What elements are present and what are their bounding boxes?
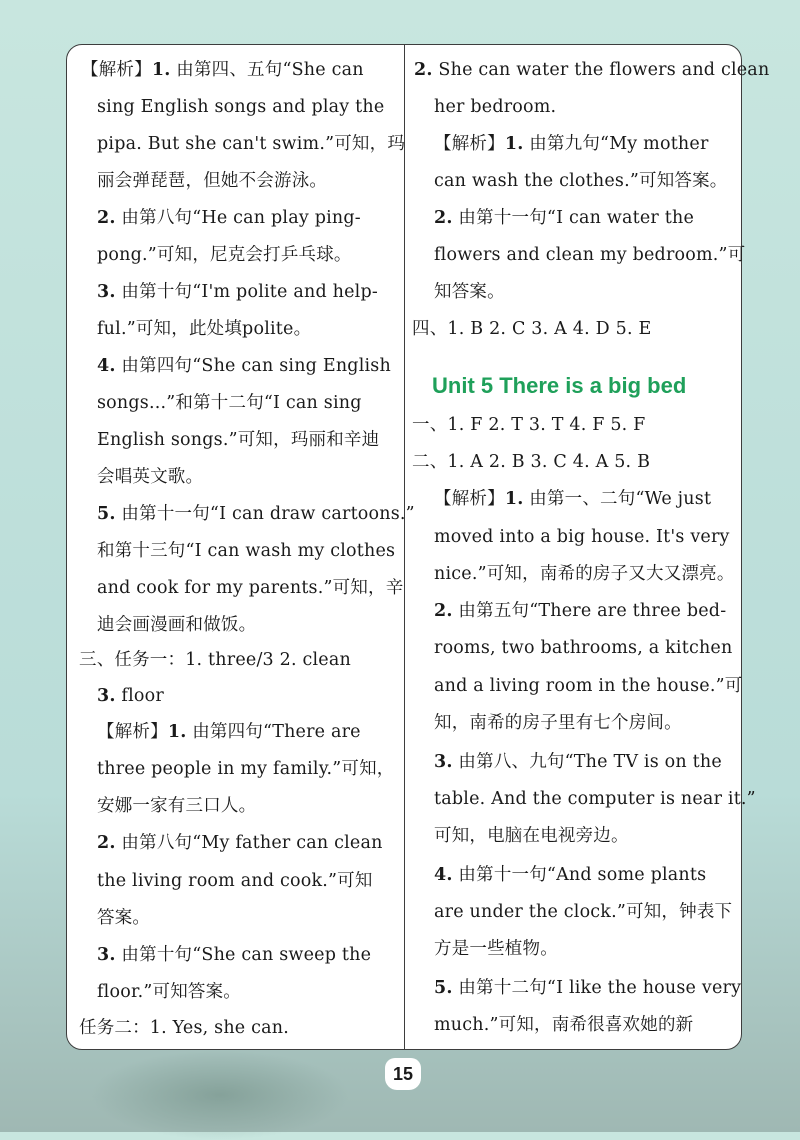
text-line: English songs.”可知，玛丽和辛迪 <box>97 430 380 450</box>
text-line: moved into a big house. It's very <box>434 527 730 547</box>
text-line: 5. 由第十二句“I like the house very <box>434 978 742 998</box>
text-line: 和第十三句“I can wash my clothes <box>97 541 396 561</box>
text-line: 2. She can water the flowers and clean <box>414 60 770 80</box>
text-line: pong.”可知，尼克会打乒乓球。 <box>97 245 352 265</box>
text-line: 3. 由第十句“I'm polite and help- <box>97 282 378 302</box>
text-line: 三、任务一：1. three/3 2. clean <box>79 650 351 670</box>
text-line: 丽会弹琵琶，但她不会游泳。 <box>97 171 328 191</box>
text-line: her bedroom. <box>434 97 557 117</box>
text-line: 2. 由第八句“He can play ping- <box>97 208 361 228</box>
text-line: can wash the clothes.”可知答案。 <box>434 171 728 191</box>
text-line: 知，南希的房子里有七个房间。 <box>434 713 682 733</box>
text-line: 3. 由第八、九句“The TV is on the <box>434 752 722 772</box>
text-line: and cook for my parents.”可知，辛 <box>97 578 404 598</box>
text-line: 【解析】1. 由第九句“My mother <box>434 134 709 154</box>
unit-title: Unit 5 There is a big bed <box>432 373 687 398</box>
text-line: 【解析】1. 由第四句“There are <box>97 722 361 742</box>
column-divider <box>404 45 405 1049</box>
text-line: 3. floor <box>97 686 164 706</box>
text-line: 四、1. B 2. C 3. A 4. D 5. E <box>412 319 652 339</box>
text-line: 3. 由第十句“She can sweep the <box>97 945 372 965</box>
text-line: 2. 由第十一句“I can water the <box>434 208 695 228</box>
text-line: 2. 由第八句“My father can clean <box>97 833 383 853</box>
text-line: 一、1. F 2. T 3. T 4. F 5. F <box>412 415 646 435</box>
text-line: table. And the computer is near it.” <box>434 789 756 809</box>
text-line: are under the clock.”可知，钟表下 <box>434 902 733 922</box>
text-line: flowers and clean my bedroom.”可 <box>434 245 746 265</box>
text-line: three people in my family.”可知， <box>97 759 395 779</box>
text-line: rooms, two bathrooms, a kitchen <box>434 638 733 658</box>
text-line: 4. 由第十一句“And some plants <box>434 865 707 885</box>
text-line: 5. 由第十一句“I can draw cartoons.” <box>97 504 415 524</box>
text-line: 二、1. A 2. B 3. C 4. A 5. B <box>412 452 651 472</box>
text-line: 安娜一家有三口人。 <box>97 796 257 816</box>
text-line: 知答案。 <box>434 282 505 302</box>
text-line: 任务二：1. Yes, she can. <box>79 1018 289 1038</box>
text-line: 4. 由第四句“She can sing English <box>97 356 391 376</box>
text-line: 迪会画漫画和做饭。 <box>97 615 257 635</box>
text-line: ful.”可知，此处填polite。 <box>97 319 312 339</box>
text-line: 方是一些植物。 <box>434 939 558 959</box>
text-line: 【解析】1. 由第一、二句“We just <box>434 489 712 509</box>
text-line: pipa. But she can't swim.”可知，玛 <box>97 134 406 154</box>
text-line: nice.”可知，南希的房子又大又漂亮。 <box>434 564 735 584</box>
text-line: songs...”和第十二句“I can sing <box>97 393 362 413</box>
text-line: floor.”可知答案。 <box>97 982 241 1002</box>
page-number: 15 <box>392 1064 414 1084</box>
text-line: the living room and cook.”可知 <box>97 871 373 891</box>
text-line: sing English songs and play the <box>97 97 385 117</box>
answer-page <box>66 44 770 1050</box>
text-line: 会唱英文歌。 <box>97 467 204 487</box>
text-line: 【解析】1. 由第四、五句“She can <box>81 60 364 80</box>
background-smudge <box>90 1050 350 1140</box>
text-line: and a living room in the house.”可 <box>434 676 743 696</box>
text-line: much.”可知，南希很喜欢她的新 <box>434 1015 694 1035</box>
text-line: 可知，电脑在电视旁边。 <box>434 826 629 846</box>
text-line: 答案。 <box>97 908 151 928</box>
text-line: 2. 由第五句“There are three bed- <box>434 601 727 621</box>
